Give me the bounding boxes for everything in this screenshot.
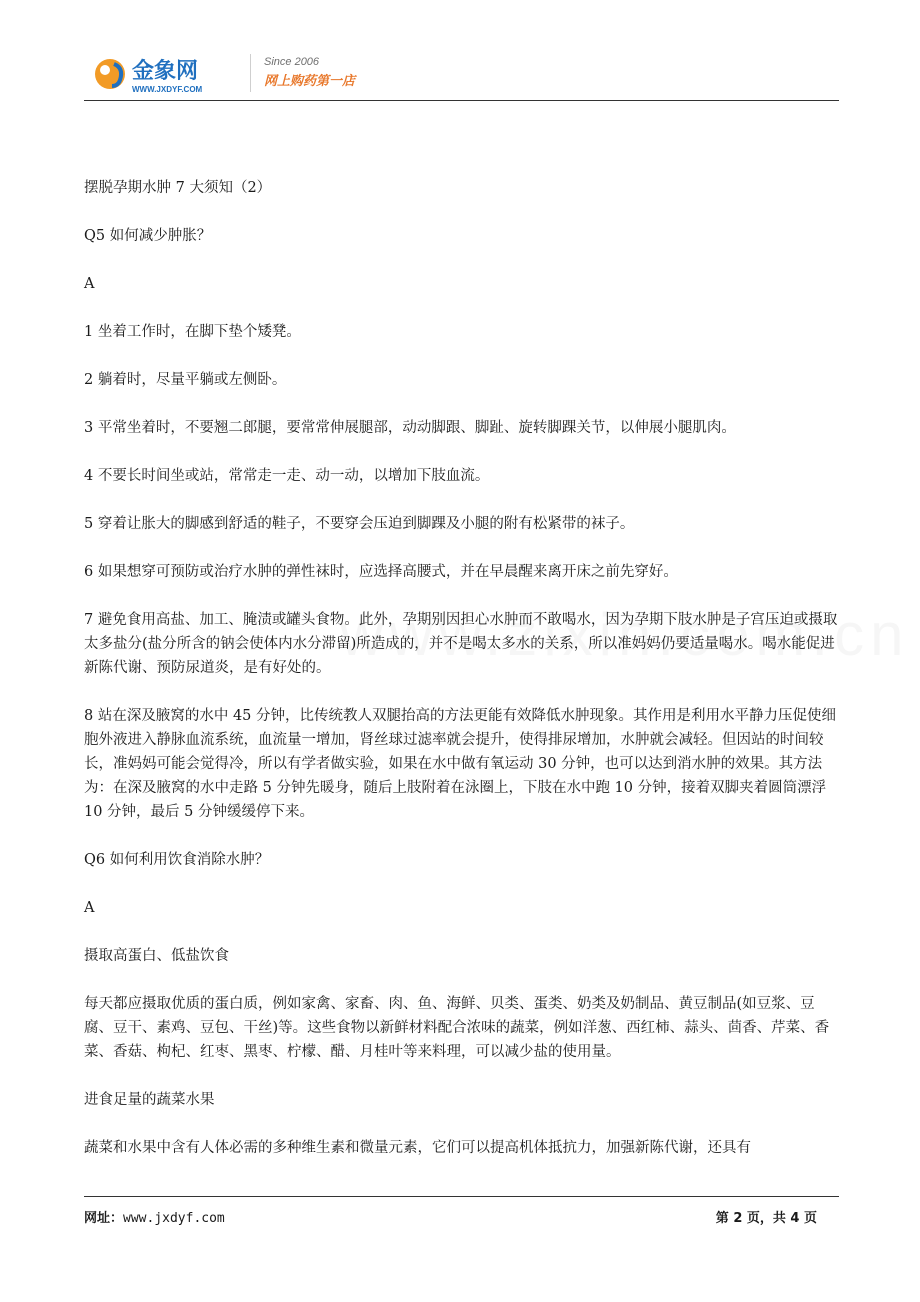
tip-4: 4 不要长时间坐或站，常常走一走、动一动，以增加下肢血流。 xyxy=(84,468,490,484)
page-header xyxy=(84,46,839,102)
footer-url-label: 网址： xyxy=(84,1211,124,1226)
tip-2: 2 躺着时，尽量平躺或左侧卧。 xyxy=(84,372,287,388)
paragraph-protein: 每天都应摄取优质的蛋白质，例如家禽、家畜、肉、鱼、海鲜、贝类、蛋类、奶类及奶制品、黄豆制品(如豆浆、豆腐、豆干、素鸡、豆包、干丝)等。这些食物以新鲜材料配合浓味的蔬菜，例如洋葱、西红柿、蒜头、茴香、芹菜、香菜、香菇、枸杞、红枣、黑枣、柠檬、醋、月桂叶等来料理，可以减少盐的使用量。 xyxy=(84,996,830,1060)
page-footer xyxy=(84,1196,839,1227)
article-title: 摆脱孕期水肿 7 大须知（2） xyxy=(84,180,272,196)
document-body xyxy=(84,176,838,1184)
tip-5: 5 穿着让胀大的脚感到舒适的鞋子，不要穿会压迫到脚踝及小腿的附有松紧带的袜子。 xyxy=(84,516,635,532)
tip-1: 1 坐着工作时，在脚下垫个矮凳。 xyxy=(84,324,301,340)
question-5: Q5 如何减少肿胀？ xyxy=(84,228,212,244)
answer-5-label: A xyxy=(84,276,95,292)
subheading-protein: 摄取高蛋白、低盐饮食 xyxy=(84,948,229,964)
slogan: 网上购药第一店 xyxy=(264,74,356,89)
tip-6: 6 如果想穿可预防或治疗水肿的弹性袜时，应选择高腰式，并在早晨醒来离开床之前先穿好。 xyxy=(84,564,678,580)
tip-8: 8 站在深及腋窝的水中 45 分钟，比传统教人双腿抬高的方法更能有效降低水肿现象。其作用是利用水平静力压促使细胞外液进入静脉血流系统，血流量一增加，肾丝球过滤率就会提升，使得排尿增加，水肿就会减轻。但因站的时间较长，准妈妈可能会觉得冷，所以有学者做实验，如果在水中做有氧运动 30 分钟，也可以达到消水肿的效果。其方法为：在深及腋窝的水中走路 5 分钟先暖身，随后上肢附着在泳圈上，下肢在水中跑 10 分钟，接着双脚夹着圆筒漂浮 10 分钟，最后 5 分钟缓缓停下来。 xyxy=(84,708,836,820)
footer-url-link[interactable]: www.jxdyf.com xyxy=(123,1211,225,1226)
footer-url xyxy=(84,1207,225,1226)
question-6: Q6 如何利用饮食消除水肿？ xyxy=(84,852,270,868)
header-rule xyxy=(84,100,839,101)
logo-divider xyxy=(250,54,251,92)
tip-7: 7 避免食用高盐、加工、腌渍或罐头食物。此外，孕期别因担心水肿而不敢喝水，因为孕期下肢水肿是子宫压迫或摄取太多盐分(盐分所含的钠会使体内水分滞留)所造成的，并不是喝太多水的关系，所以准妈妈仍要适量喝水。喝水能促进新陈代谢、预防尿道炎，是有好处的。 xyxy=(84,612,838,676)
logo-url: WWW.JXDYF.COM xyxy=(132,85,203,94)
paragraph-vegetables: 蔬菜和水果中含有人体必需的多种维生素和微量元素，它们可以提高机体抵抗力，加强新陈代谢，还具有 xyxy=(84,1140,751,1156)
subheading-vegetables: 进食足量的蔬菜水果 xyxy=(84,1092,215,1108)
answer-6-label: A xyxy=(84,900,95,916)
jxdyf-logo[interactable] xyxy=(90,50,240,100)
tip-3: 3 平常坐着时，不要翘二郎腿，要常常伸展腿部，动动脚跟、脚趾、旋转脚踝关节，以伸展小腿肌肉。 xyxy=(84,420,736,436)
page-number: 第 2 页，共 4 页 xyxy=(715,1211,817,1226)
since-label: Since 2006 xyxy=(264,56,320,68)
logo-wordmark: 金象网 xyxy=(132,59,199,84)
